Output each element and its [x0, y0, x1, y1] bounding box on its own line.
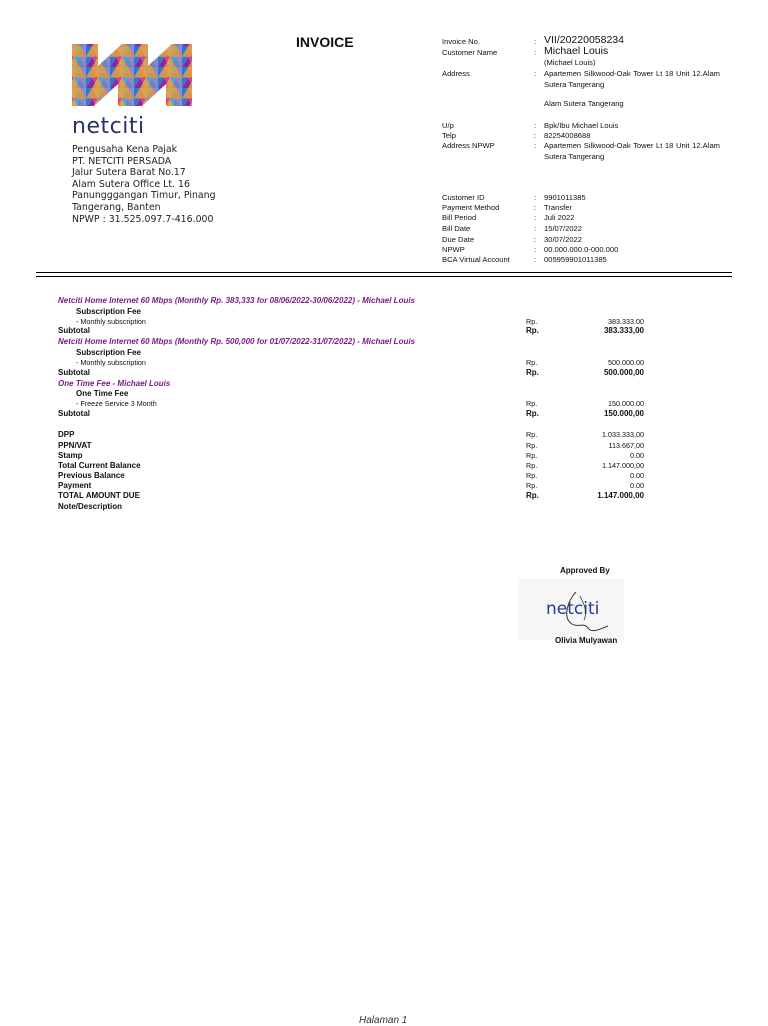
company-line: Tangerang, Banten: [72, 201, 161, 213]
telp-value: 82254008688: [544, 131, 591, 140]
due-date-label: Due Date: [442, 235, 475, 244]
line-item: - Freeze Service 3 Month: [76, 399, 157, 408]
customer-name-label: Customer Name: [442, 48, 498, 57]
bill-period: Juli 2022: [544, 213, 575, 222]
colon: :: [534, 213, 537, 222]
colon: :: [534, 141, 537, 150]
line-amount: 383.333.00: [608, 317, 644, 326]
dpp-row: [0, 430, 768, 440]
currency: Rp.: [526, 317, 538, 326]
subtotal-label: Subtotal: [58, 326, 90, 335]
line-item: - Monthly subscription: [76, 317, 146, 326]
company-line: Panungggangan Timur, Pinang: [72, 190, 216, 202]
total-current-balance: 1.147.000,00: [602, 461, 644, 470]
telp-label: Telp: [442, 131, 456, 140]
fee-row: [0, 307, 768, 317]
page-number: Halaman 1: [359, 1015, 408, 1026]
colon: :: [534, 235, 537, 244]
ppn-amount: 113.667,00: [608, 441, 644, 450]
colon: :: [534, 203, 537, 212]
bca-label: BCA Virtual Account: [442, 255, 510, 264]
customer-name-sub: (Michael Louis): [544, 58, 596, 67]
subtotal-label: Subtotal: [58, 409, 90, 418]
company-info: [72, 144, 216, 225]
note-row: [0, 502, 768, 512]
line-item-row: [0, 358, 768, 368]
section-title-row: [0, 337, 768, 347]
currency: Rp.: [526, 491, 539, 500]
stamp-text: netciti: [546, 599, 600, 619]
currency: Rp.: [526, 368, 539, 377]
currency: Rp.: [526, 409, 539, 418]
colon: :: [534, 48, 537, 57]
previous-balance: 0.00: [630, 471, 644, 480]
colon: :: [534, 69, 537, 78]
colon: :: [534, 37, 537, 46]
fee-label: One Time Fee: [76, 389, 129, 398]
colon: :: [534, 224, 537, 233]
fee-row: [0, 389, 768, 399]
dpp-amount: 1.033.333,00: [602, 430, 644, 439]
npwp-label: NPWP: [442, 245, 465, 254]
colon: :: [534, 255, 537, 264]
payment-amount: 0.00: [630, 481, 644, 490]
company-line: Alam Sutera Office Lt. 16: [72, 178, 190, 190]
invoice-no: VII/20220058234: [544, 34, 624, 46]
total-amount-due-row: [0, 491, 768, 501]
dpp-label: DPP: [58, 430, 75, 439]
currency: Rp.: [526, 461, 538, 470]
invoice-no-label: Invoice No.: [442, 37, 480, 46]
signer-name: Olivia Mulyawan: [555, 636, 618, 645]
bill-date-label: Bill Date: [442, 224, 471, 233]
stamp-amount: 0.00: [630, 451, 644, 460]
colon: :: [534, 193, 537, 202]
subtotal-amount: 383.333,00: [603, 326, 644, 335]
note-label: Note/Description: [58, 502, 123, 511]
total-current-balance-row: [0, 461, 768, 471]
bill-period-label: Bill Period: [442, 213, 477, 222]
bca-virtual-account: 005959901011385: [544, 255, 607, 264]
payment-method: Transfer: [544, 203, 572, 212]
fee-label: Subscription Fee: [76, 307, 141, 316]
currency: Rp.: [526, 326, 539, 335]
divider: [36, 276, 732, 277]
due-date: 30/07/2022: [544, 235, 583, 244]
subtotal-amount: 150.000,00: [603, 409, 644, 418]
company-line: NPWP : 31.525.097.7-416.000: [72, 213, 214, 225]
subtotal-amount: 500.000,00: [603, 368, 644, 377]
total-amount-due: 1.147.000,00: [597, 491, 644, 500]
total-amount-due-label: TOTAL AMOUNT DUE: [58, 491, 140, 500]
address-npwp: Apartemen Silkwood-Oak Tower Lt 18 Unit 12.Alam Sutera Tangerang: [544, 141, 720, 161]
company-line: Jalur Sutera Barat No.17: [72, 167, 186, 179]
fee-row: [0, 348, 768, 358]
customer-name: Michael Louis: [544, 45, 609, 57]
currency: Rp.: [526, 451, 538, 460]
approved-by-label: Approved By: [560, 566, 610, 575]
up-value: Bpk/Ibu Michael Louis: [544, 121, 619, 130]
npwp: 00.000.000.0-000.000: [544, 245, 619, 254]
section-title-row: [0, 379, 768, 389]
stamp-label: Stamp: [58, 451, 83, 460]
colon: :: [534, 245, 537, 254]
address-label: Address: [442, 69, 470, 78]
currency: Rp.: [526, 430, 538, 439]
currency: Rp.: [526, 441, 538, 450]
section-title: Netciti Home Internet 60 Mbps (Monthly Rp. 383,333 for 08/06/2022-30/06/2022) - Michael Louis: [58, 296, 416, 305]
company-line: Pengusaha Kena Pajak: [72, 144, 178, 155]
page-title: INVOICE: [296, 34, 354, 50]
payment-row: [0, 481, 768, 491]
payment-method-label: Payment Method: [442, 203, 500, 212]
up-label: U/p: [442, 121, 454, 130]
previous-balance-label: Previous Balance: [58, 471, 125, 480]
line-item: - Monthly subscription: [76, 358, 146, 367]
subtotal-row: [0, 409, 768, 419]
colon: :: [534, 121, 537, 130]
line-amount: 150.000.00: [608, 399, 644, 408]
customer-id-label: Customer ID: [442, 193, 485, 202]
payment-label: Payment: [58, 481, 92, 490]
previous-balance-row: [0, 471, 768, 481]
currency: Rp.: [526, 399, 538, 408]
currency: Rp.: [526, 481, 538, 490]
line-amount: 500.000.00: [608, 358, 644, 367]
subtotal-row: [0, 368, 768, 378]
stamp-row: [0, 451, 768, 461]
currency: Rp.: [526, 358, 538, 367]
address: Apartemen Silkwood-Oak Tower Lt 18 Unit 12.Alam Sutera Tangerang: [544, 69, 720, 89]
line-item-row: [0, 399, 768, 409]
company-line: PT. NETCITI PERSADA: [72, 155, 172, 167]
brand-name: netciti: [72, 114, 145, 139]
section-title: One Time Fee - Michael Louis: [58, 379, 171, 388]
subtotal-label: Subtotal: [58, 368, 90, 377]
signature-stamp: [518, 578, 624, 640]
customer-id: 9901011385: [544, 193, 586, 202]
colon: :: [534, 131, 537, 140]
address-npwp-label: Address NPWP: [442, 141, 495, 150]
address-city: Alam Sutera Tangerang: [544, 99, 624, 108]
section-title: Netciti Home Internet 60 Mbps (Monthly Rp. 500,000 for 01/07/2022-31/07/2022) - Michael Louis: [58, 337, 416, 346]
ppn-label: PPN/VAT: [58, 441, 92, 450]
fee-label: Subscription Fee: [76, 348, 141, 357]
ppn-row: [0, 441, 768, 451]
currency: Rp.: [526, 471, 538, 480]
section-title-row: [0, 296, 768, 306]
divider: [36, 272, 732, 273]
bill-date: 15/07/2022: [544, 224, 583, 233]
total-current-balance-label: Total Current Balance: [58, 461, 141, 470]
subtotal-row: [0, 326, 768, 336]
